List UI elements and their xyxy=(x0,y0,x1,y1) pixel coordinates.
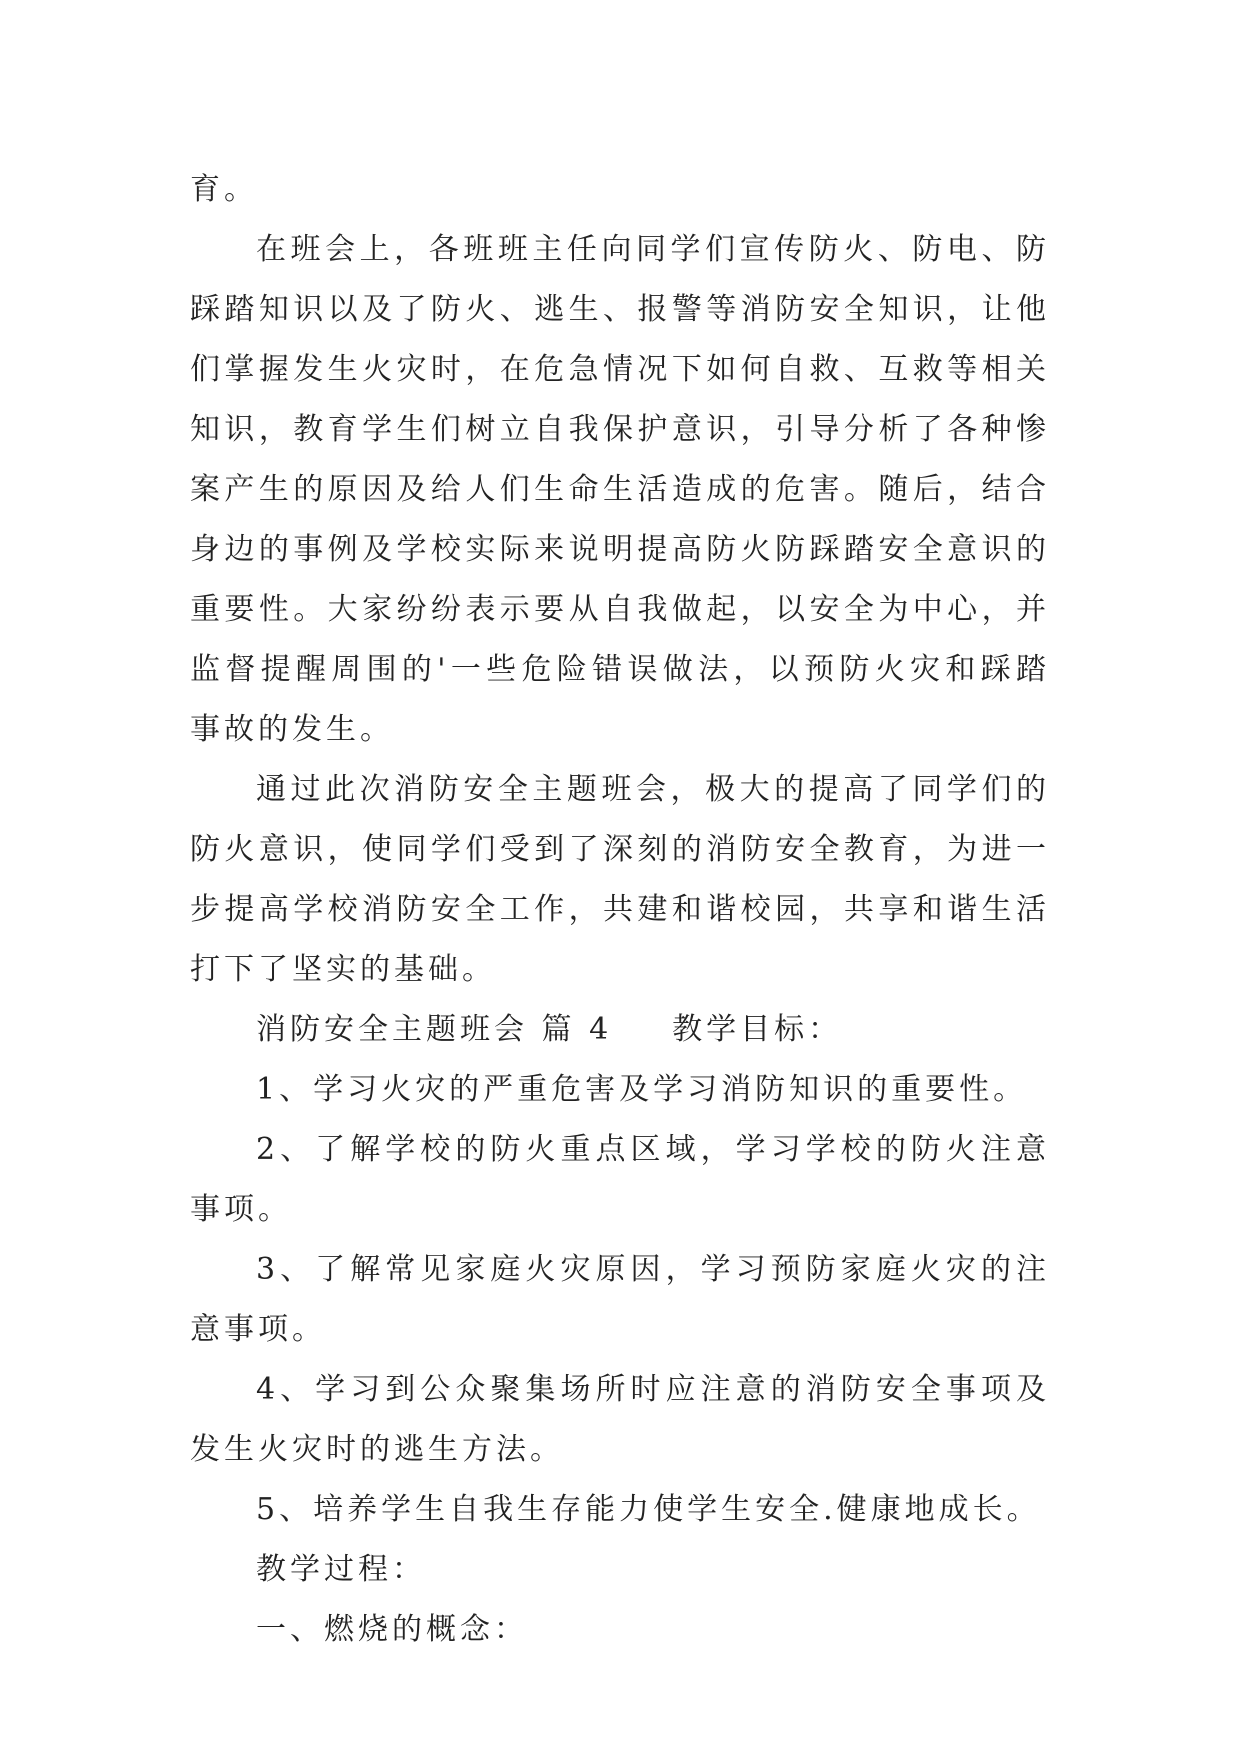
document-body xyxy=(190,160,1050,1660)
section-heading xyxy=(190,1000,1050,1060)
paragraph-class-meeting: 在班会上，各班班主任向同学们宣传防火、防电、防踩踏知识以及了防火、逃生、报警等消防安全知识，让他们掌握发生火灾时，在危急情况下如何自救、互救等相关知识，教育学生们树立自我保护意识，引导分析了各种惨案产生的原因及给人们生命生活造成的危害。随后，结合身边的事例及学校实际来说明提高防火防踩踏安全意识的重要性。大家纷纷表示要从自我做起，以安全为中心，并监督提醒周围的'一些危险错误做法，以预防火灾和踩踏事故的发生。 xyxy=(190,232,1050,747)
section-subtitle: 教学目标： xyxy=(672,1012,843,1047)
objective-item: 3、了解常见家庭火灾原因，学习预防家庭火灾的注意事项。 xyxy=(190,1252,1050,1347)
process-heading: 教学过程： xyxy=(256,1552,426,1587)
objective-item: 4、学习到公众聚集场所时应注意的消防安全事项及发生火灾时的逃生方法。 xyxy=(190,1372,1050,1467)
objective-item: 5、培养学生自我生存能力使学生安全.健康地成长。 xyxy=(256,1492,1041,1527)
paragraph-continuation: 育。 xyxy=(190,172,258,207)
process-item: 一、燃烧的概念： xyxy=(256,1612,528,1647)
objective-item: 2、了解学校的防火重点区域，学习学校的防火注意事项。 xyxy=(190,1132,1050,1227)
paragraph-conclusion: 通过此次消防安全主题班会，极大的提高了同学们的防火意识，使同学们受到了深刻的消防安全教育，为进一步提高学校消防安全工作，共建和谐校园，共享和谐生活打下了坚实的基础。 xyxy=(190,772,1050,987)
section-title: 消防安全主题班会 篇 4 xyxy=(256,1012,613,1047)
objective-item: 1、学习火灾的严重危害及学习消防知识的重要性。 xyxy=(256,1072,1028,1107)
